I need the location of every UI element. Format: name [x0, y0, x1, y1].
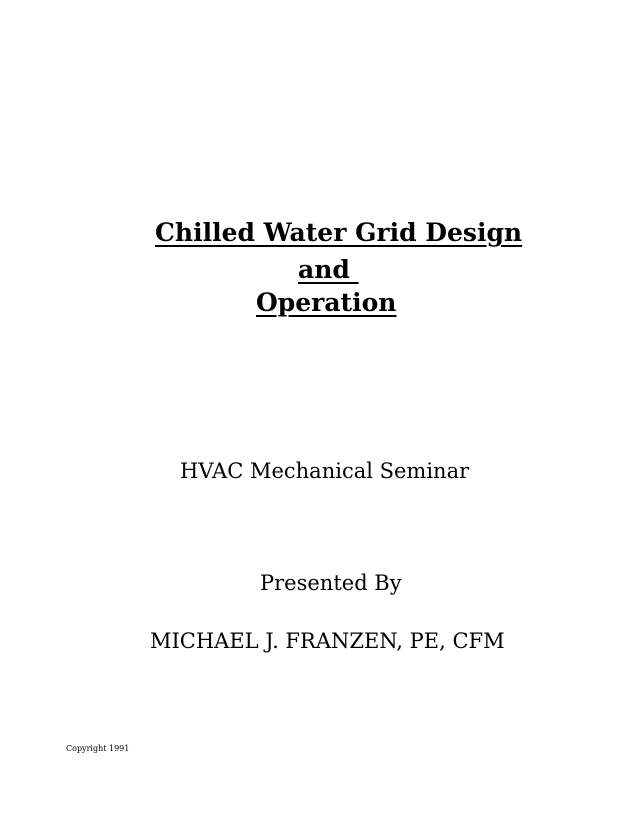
- title-line-3: Operation: [256, 288, 397, 317]
- title-line-1: Chilled Water Grid Design: [155, 218, 523, 247]
- author-name: MICHAEL J. FRANZEN, PE, CFM: [150, 629, 505, 653]
- title-line-2: and: [298, 255, 359, 284]
- copyright-notice: Copyright 1991: [66, 744, 130, 753]
- presented-by-label: Presented By: [260, 571, 402, 595]
- seminar-name: HVAC Mechanical Seminar: [180, 459, 470, 483]
